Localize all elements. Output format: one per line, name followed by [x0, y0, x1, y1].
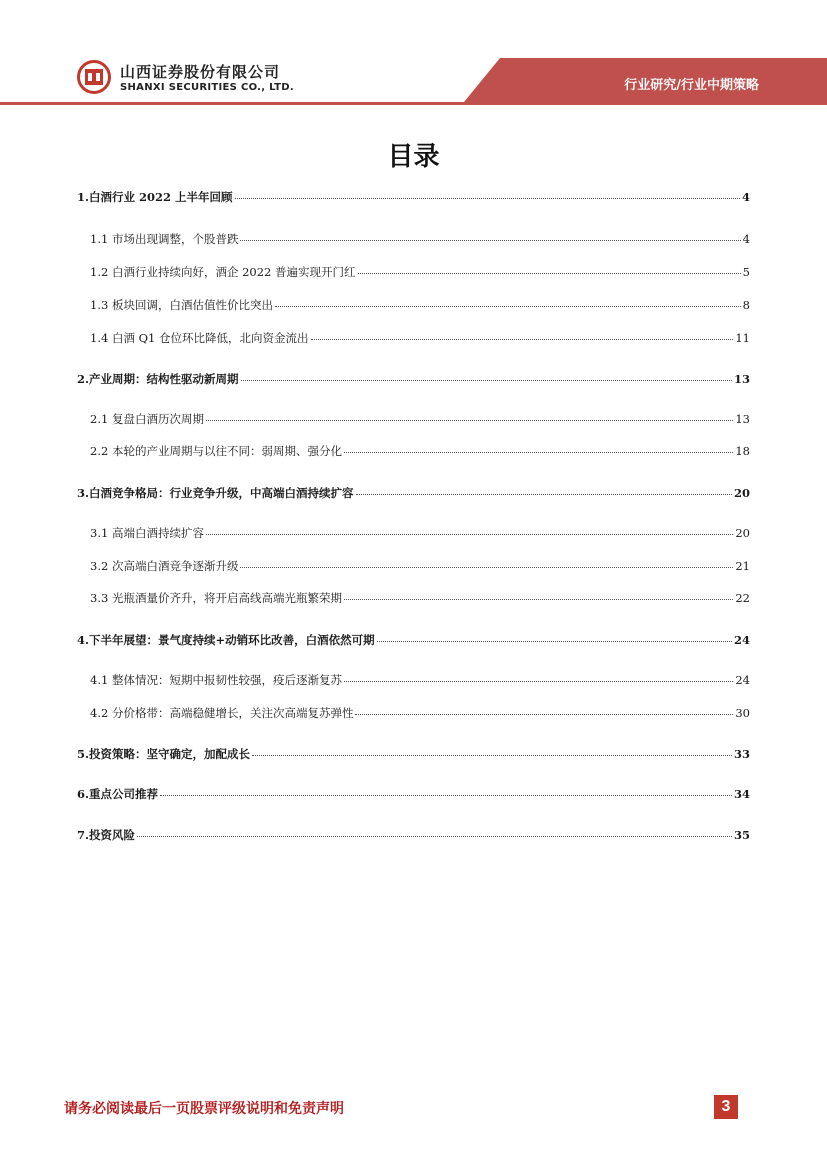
toc-entry[interactable]	[90, 411, 750, 429]
toc-entry-page: 30	[735, 706, 750, 720]
toc-entry-title: 2.1 复盘白酒历次周期	[90, 412, 204, 426]
toc-dot-leader	[275, 306, 741, 307]
toc-entry-title: 4.1 整体情况：短期中报韧性较强，疫后逐渐复苏	[90, 673, 342, 687]
page-title: 目录	[387, 142, 440, 172]
toc-entry-title: 1.白酒行业 2022 上半年回顾	[77, 190, 233, 204]
toc-entry-title: 2.2 本轮的产业周期与以往不同：弱周期、强分化	[90, 444, 342, 458]
toc-entry[interactable]	[90, 525, 750, 543]
toc-entry[interactable]	[77, 485, 750, 503]
toc-entry[interactable]	[90, 443, 750, 461]
toc-dot-leader	[206, 534, 733, 535]
toc-dot-leader	[252, 755, 732, 756]
toc-dot-leader	[344, 681, 733, 682]
toc-dot-leader	[356, 494, 732, 495]
page-header	[0, 0, 827, 110]
toc-entry-title: 1.4 白酒 Q1 仓位环比降低，北向资金流出	[90, 331, 309, 345]
toc-entry-title: 1.1 市场出现调整，个股普跌	[90, 232, 239, 246]
toc-entry-page: 18	[735, 444, 750, 458]
company-logo-icon	[77, 60, 111, 94]
toc-entry-page: 11	[735, 331, 750, 345]
toc-entry[interactable]	[90, 590, 750, 608]
toc-entry-page: 22	[735, 591, 750, 605]
toc-entry-title: 3.1 高端白酒持续扩容	[90, 526, 204, 540]
toc-dot-leader	[344, 452, 733, 453]
toc-entry-title: 1.2 白酒行业持续向好，酒企 2022 普遍实现开门红	[90, 265, 356, 279]
toc-entry-page: 8	[742, 298, 750, 312]
toc-entry-title: 2.产业周期：结构性驱动新周期	[77, 372, 239, 386]
toc-dot-leader	[160, 795, 732, 796]
toc-entry[interactable]	[90, 297, 750, 315]
toc-entry-page: 24	[735, 673, 750, 687]
toc-entry-title: 4.2 分价格带：高端稳健增长，关注次高端复苏弹性	[90, 706, 354, 720]
toc-dot-leader	[240, 567, 733, 568]
toc-entry-page: 20	[735, 526, 750, 540]
toc-dot-leader	[235, 198, 740, 199]
page-footer	[0, 1088, 827, 1126]
toc-entry[interactable]	[90, 705, 750, 723]
toc-dot-leader	[240, 240, 740, 241]
toc-dot-leader	[358, 273, 741, 274]
toc-entry[interactable]	[77, 632, 750, 650]
toc-entry-title: 5.投资策略：坚守确定，加配成长	[77, 747, 251, 761]
header-banner	[0, 0, 827, 110]
toc-entry[interactable]	[77, 189, 750, 207]
toc-entry-page: 5	[742, 265, 750, 279]
toc-entry[interactable]	[90, 330, 750, 348]
disclaimer-notice: 请务必阅读最后一页股票评级说明和免责声明	[64, 1101, 344, 1117]
toc-dot-leader	[355, 714, 733, 715]
report-category: 行业研究/行业中期策略	[624, 78, 759, 93]
toc-entry-title: 6.重点公司推荐	[77, 787, 159, 801]
toc-dot-leader	[311, 339, 734, 340]
toc-entry-title: 4.下半年展望：景气度持续+动销环比改善，白酒依然可期	[77, 633, 375, 647]
toc-entry-title: 3.白酒竞争格局：行业竞争升级，中高端白酒持续扩容	[77, 486, 354, 500]
toc-entry[interactable]	[77, 827, 750, 845]
toc-dot-leader	[344, 599, 733, 600]
page-number: 3	[714, 1095, 738, 1119]
toc-entry-page: 20	[733, 486, 750, 500]
toc-entry[interactable]	[90, 264, 750, 282]
toc-entry-page: 21	[735, 559, 750, 573]
toc-entry-title: 1.3 板块回调，白酒估值性价比突出	[90, 298, 273, 312]
toc-entry[interactable]	[90, 231, 750, 249]
toc-entry-page: 34	[733, 787, 750, 801]
toc-entry-page: 35	[733, 828, 750, 842]
toc-entry-title: 3.2 次高端白酒竞争逐渐升级	[90, 559, 239, 573]
toc-entry-page: 13	[733, 372, 750, 386]
toc-entry-title: 3.3 光瓶酒量价齐升，将开启高线高端光瓶繁荣期	[90, 591, 342, 605]
toc-dot-leader	[206, 420, 733, 421]
toc-entry[interactable]	[77, 786, 750, 804]
toc-entry-page: 4	[741, 190, 750, 204]
toc-dot-leader	[377, 641, 732, 642]
toc-entry[interactable]	[90, 558, 750, 576]
toc-entry-page: 33	[733, 747, 750, 761]
toc-dot-leader	[241, 380, 732, 381]
toc-entry-page: 13	[735, 412, 750, 426]
toc-entry[interactable]	[77, 746, 750, 764]
toc-dot-leader	[137, 836, 732, 837]
toc-entry-page: 4	[742, 232, 750, 246]
company-name-en: SHANXI SECURITIES CO., LTD.	[120, 82, 294, 93]
company-name-cn: 山西证券股份有限公司	[120, 63, 281, 81]
toc-entry-page: 24	[733, 633, 750, 647]
toc-entry[interactable]	[90, 672, 750, 690]
toc-entry[interactable]	[77, 371, 750, 389]
toc-entry-title: 7.投资风险	[77, 828, 136, 842]
